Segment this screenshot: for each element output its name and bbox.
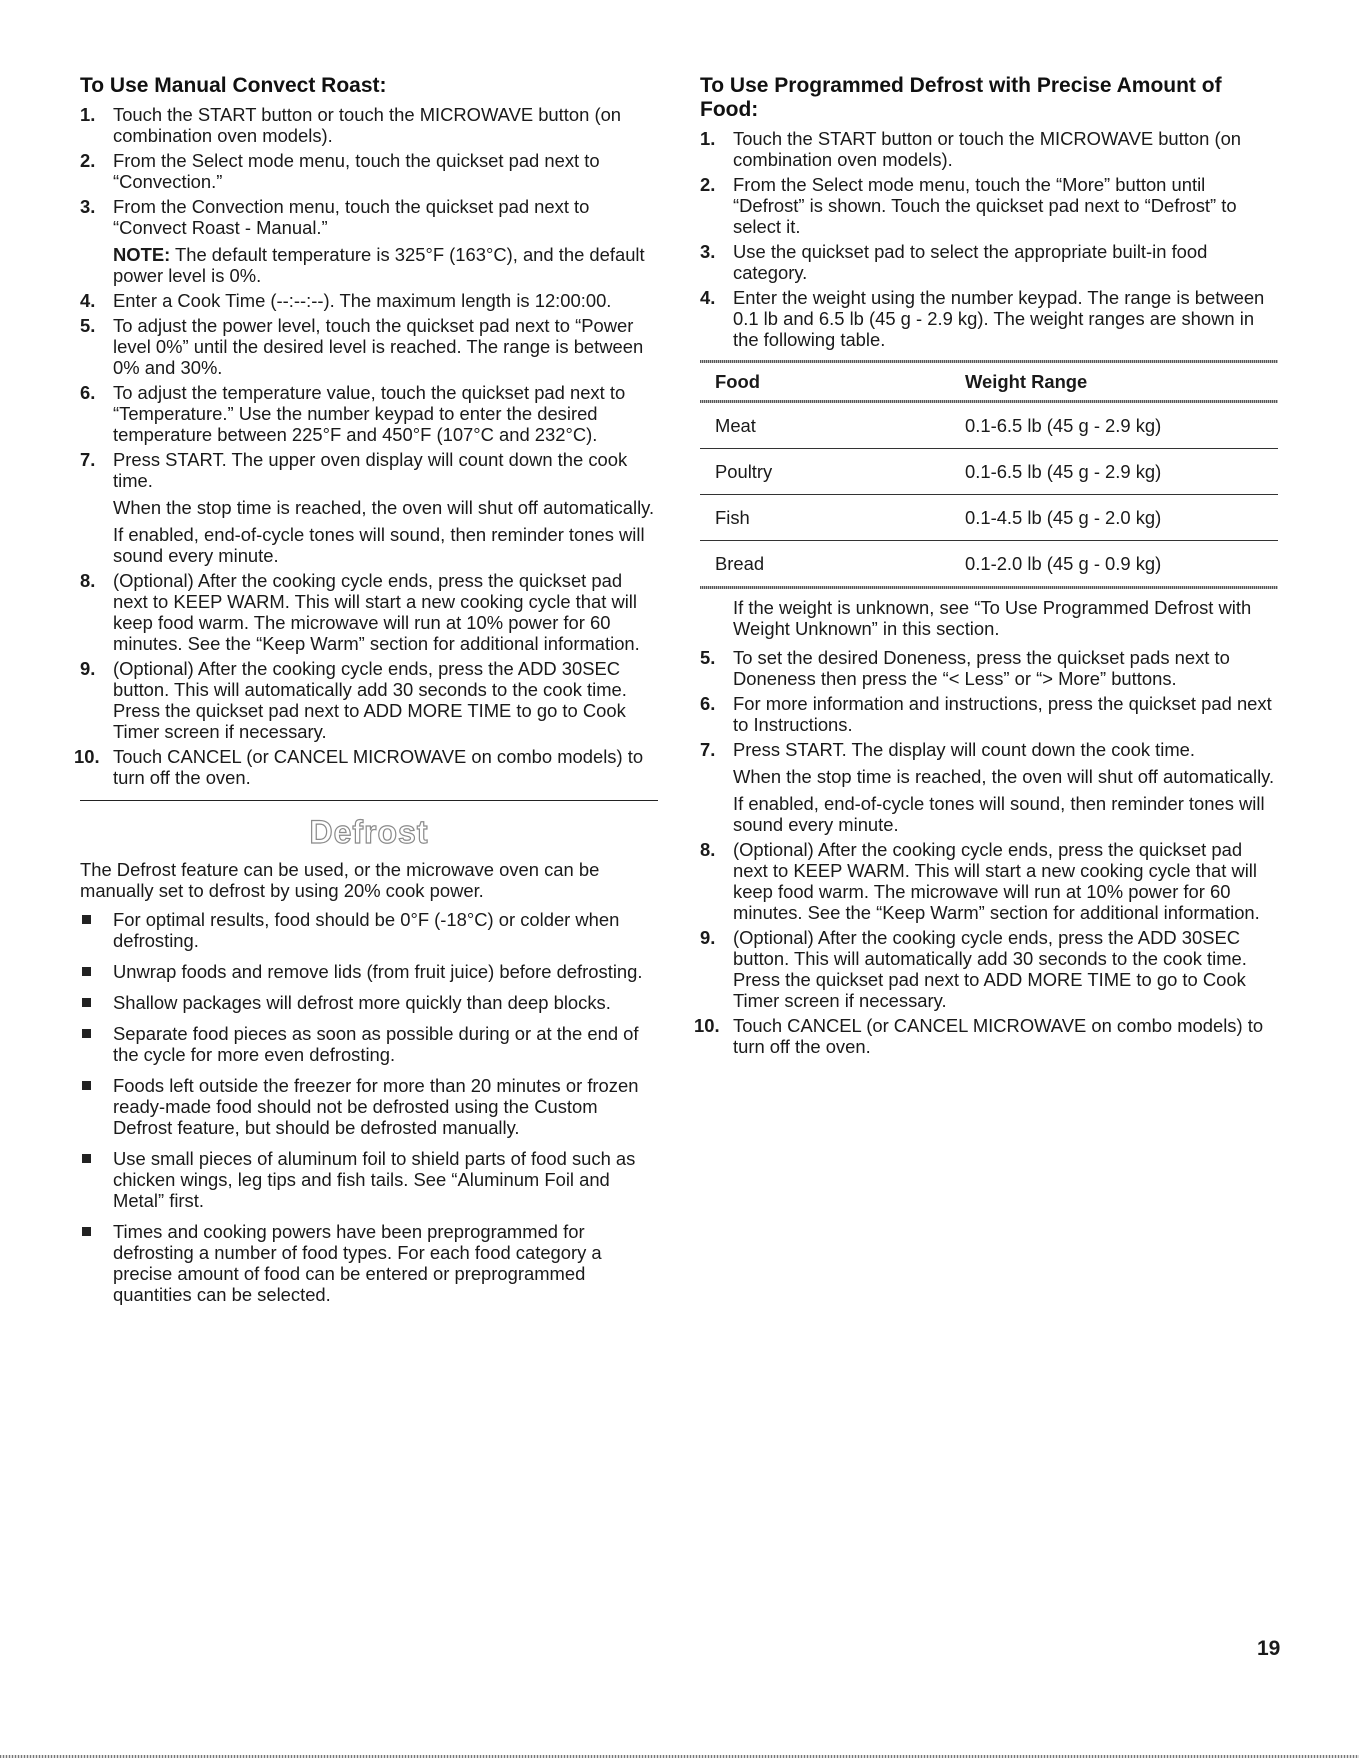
step-number: 1. — [700, 128, 716, 149]
list-item — [80, 909, 658, 951]
step-item — [700, 174, 1278, 237]
step-item — [80, 196, 658, 286]
step-number: 10. — [694, 1015, 720, 1036]
step-text: (Optional) After the cooking cycle ends, press the quickset pad next to KEEP WARM. This will start a new cooking cycle that will keep food warm. The microwave will run at 10% power for 60 minutes. See the “Keep Warm” section for additional information. — [733, 839, 1260, 923]
step-text: Use the quickset pad to select the appropriate built-in food category. — [733, 241, 1208, 283]
list-item — [80, 1148, 658, 1211]
step-item — [80, 104, 658, 146]
step-text: To adjust the temperature value, touch the quickset pad next to “Temperature.” Use the number keypad to enter the desired temperature between 225°F and 450°F (107°C and 232°C). — [113, 382, 626, 445]
step-number: 3. — [80, 196, 96, 217]
food-cell: Bread — [715, 552, 765, 574]
square-bullet-icon — [82, 1029, 91, 1038]
step-text: Touch the START button or touch the MICROWAVE button (on combination oven models). — [113, 104, 622, 146]
step-number: 9. — [700, 927, 716, 948]
step-text: Touch CANCEL (or CANCEL MICROWAVE on combo models) to turn off the oven. — [733, 1015, 1264, 1057]
weight-range-cell: 0.1-2.0 lb (45 g - 0.9 kg) — [965, 552, 1162, 574]
step-item — [80, 449, 658, 566]
step-number: 1. — [80, 104, 96, 125]
column-header-food: Food — [715, 370, 760, 392]
table-header-row — [700, 363, 1278, 400]
weight-range-table — [700, 360, 1278, 589]
list-item — [80, 1221, 658, 1305]
step-number: 4. — [80, 290, 96, 311]
step-text: Touch CANCEL (or CANCEL MICROWAVE on combo models) to turn off the oven. — [113, 746, 644, 788]
step-text: To set the desired Doneness, press the quickset pads next to Doneness then press the “< Less” or “> More” buttons. — [733, 647, 1230, 689]
step-number: 4. — [700, 287, 716, 308]
step-item — [74, 746, 658, 788]
manual-convect-roast-heading: To Use Manual Convect Roast: — [80, 74, 387, 97]
weight-range-cell: 0.1-6.5 lb (45 g - 2.9 kg) — [965, 414, 1162, 436]
step-number: 2. — [700, 174, 716, 195]
square-bullet-icon — [82, 915, 91, 924]
step-item — [700, 647, 1278, 689]
step-note — [113, 244, 658, 286]
step-number: 9. — [80, 658, 96, 679]
section-divider — [80, 800, 658, 801]
step-text: Touch the START button or touch the MICROWAVE button (on combination oven models). — [733, 128, 1242, 170]
step-subtext: When the stop time is reached, the oven will shut off automatically. — [113, 497, 655, 518]
step-item — [700, 739, 1278, 835]
step-number: 8. — [80, 570, 96, 591]
food-cell: Fish — [715, 506, 750, 528]
step-subtext: If enabled, end-of-cycle tones will sound, then reminder tones will sound every minute. — [113, 524, 645, 566]
step-text: (Optional) After the cooking cycle ends, press the ADD 30SEC button. This will automatically add 30 seconds to the cook time. Press the quickset pad next to ADD MORE TIME to go to Cook Timer screen if necessary. — [733, 927, 1247, 1011]
step-item — [700, 128, 1278, 170]
step-number: 5. — [700, 647, 716, 668]
step-item — [700, 287, 1278, 350]
step-item — [700, 241, 1278, 283]
square-bullet-icon — [82, 1154, 91, 1163]
list-item-text: Unwrap foods and remove lids (from fruit juice) before defrosting. — [113, 961, 643, 982]
step-text: From the Convection menu, touch the quickset pad next to “Convect Roast - Manual.” — [113, 196, 590, 238]
step-text: Enter a Cook Time (--:--:--). The maximum length is 12:00:00. — [113, 290, 612, 311]
defrost-intro: The Defrost feature can be used, or the microwave oven can be manually set to defrost by using 20% cook power. — [80, 859, 600, 901]
list-item — [80, 961, 658, 982]
step-item — [80, 150, 658, 192]
square-bullet-icon — [82, 998, 91, 1007]
programmed-defrost-steps-b — [694, 647, 1278, 1057]
step-number: 10. — [74, 746, 100, 767]
table-row — [700, 449, 1278, 495]
weight-range-cell: 0.1-4.5 lb (45 g - 2.0 kg) — [965, 506, 1162, 528]
square-bullet-icon — [82, 1081, 91, 1090]
list-item-text: For optimal results, food should be 0°F (-18°C) or colder when defrosting. — [113, 909, 620, 951]
right-column — [694, 74, 1278, 1061]
step-item — [80, 570, 658, 654]
column-header-weight-range: Weight Range — [965, 370, 1088, 392]
step-item — [700, 839, 1278, 923]
list-item-text: Use small pieces of aluminum foil to shield parts of food such as chicken wings, leg tips and fish tails. See “Aluminum Foil and Metal” first. — [113, 1148, 636, 1211]
step-text: To adjust the power level, touch the quickset pad next to “Power level 0%” until the desired level is reached. The range is between 0% and 30%. — [113, 315, 644, 378]
step-text: From the Select mode menu, touch the quickset pad next to “Convection.” — [113, 150, 600, 192]
list-item-text: Foods left outside the freezer for more than 20 minutes or frozen ready-made food should not be defrosted using the Custom Defrost feature, but should be defrosted manually. — [113, 1075, 639, 1138]
step-item — [700, 927, 1278, 1011]
programmed-defrost-steps-a — [700, 128, 1278, 350]
page-number: 19 — [1257, 1637, 1281, 1660]
step-text: Press START. The upper oven display will count down the cook time. — [113, 449, 628, 491]
square-bullet-icon — [82, 967, 91, 976]
weight-range-cell: 0.1-6.5 lb (45 g - 2.9 kg) — [965, 460, 1162, 482]
step-item — [700, 693, 1278, 735]
step-subtext: If enabled, end-of-cycle tones will sound, then reminder tones will sound every minute. — [733, 793, 1265, 835]
list-item — [80, 1075, 658, 1138]
step-item — [80, 315, 658, 378]
food-cell: Meat — [715, 414, 756, 436]
defrost-tips-list — [80, 909, 658, 1305]
step-number: 6. — [80, 382, 96, 403]
step-text: From the Select mode menu, touch the “More” button until “Defrost” is shown. Touch the quickset pad next to “Defrost” to select it. — [733, 174, 1237, 237]
table-row — [700, 541, 1278, 586]
step-number: 7. — [700, 739, 716, 760]
step-item — [80, 658, 658, 742]
step-number: 6. — [700, 693, 716, 714]
step-text: For more information and instructions, press the quickset pad next to Instructions. — [733, 693, 1272, 735]
defrost-section-title: Defrost — [309, 814, 429, 850]
table-bottom-rule — [700, 586, 1278, 589]
list-item — [80, 992, 658, 1013]
step-text: Enter the weight using the number keypad. The range is between 0.1 lb and 6.5 lb (45 g - 2.9 kg). The weight ranges are shown in the following table. — [733, 287, 1265, 350]
step-number: 3. — [700, 241, 716, 262]
note-text: The default temperature is 325°F (163°C), and the default power level is 0%. — [113, 244, 645, 286]
table-row — [700, 403, 1278, 449]
step-text: Press START. The display will count down the cook time. — [733, 739, 1196, 760]
table-row — [700, 495, 1278, 541]
list-item-text: Times and cooking powers have been preprogrammed for defrosting a number of food types. For each food category a precise amount of food can be entered or preprogrammed quantities can be selected. — [113, 1221, 602, 1305]
weight-unknown-note: If the weight is unknown, see “To Use Programmed Defrost with Weight Unknown” in this section. — [733, 597, 1252, 639]
step-text: (Optional) After the cooking cycle ends, press the quickset pad next to KEEP WARM. This will start a new cooking cycle that will keep food warm. The microwave will run at 10% power for 60 minutes. See the “Keep Warm” section for additional information. — [113, 570, 640, 654]
bottom-edge-rule — [0, 1755, 1359, 1758]
step-item — [80, 382, 658, 445]
list-item — [80, 1023, 658, 1065]
step-number: 2. — [80, 150, 96, 171]
step-item — [80, 290, 658, 311]
programmed-defrost-heading: To Use Programmed Defrost with Precise Amount of Food: — [700, 74, 1222, 121]
step-number: 8. — [700, 839, 716, 860]
step-number: 7. — [80, 449, 96, 470]
manual-convect-roast-steps — [74, 104, 658, 788]
step-item — [694, 1015, 1278, 1057]
step-number: 5. — [80, 315, 96, 336]
note-label: NOTE: — [113, 244, 171, 265]
step-subtext: When the stop time is reached, the oven will shut off automatically. — [733, 766, 1275, 787]
food-cell: Poultry — [715, 460, 773, 482]
list-item-text: Shallow packages will defrost more quickly than deep blocks. — [113, 992, 611, 1013]
step-text: (Optional) After the cooking cycle ends, press the ADD 30SEC button. This will automatically add 30 seconds to the cook time. Press the quickset pad next to ADD MORE TIME to go to Cook Timer screen if necessary. — [113, 658, 627, 742]
square-bullet-icon — [82, 1227, 91, 1236]
left-column — [74, 74, 658, 1315]
list-item-text: Separate food pieces as soon as possible during or at the end of the cycle for more even defrosting. — [113, 1023, 639, 1065]
